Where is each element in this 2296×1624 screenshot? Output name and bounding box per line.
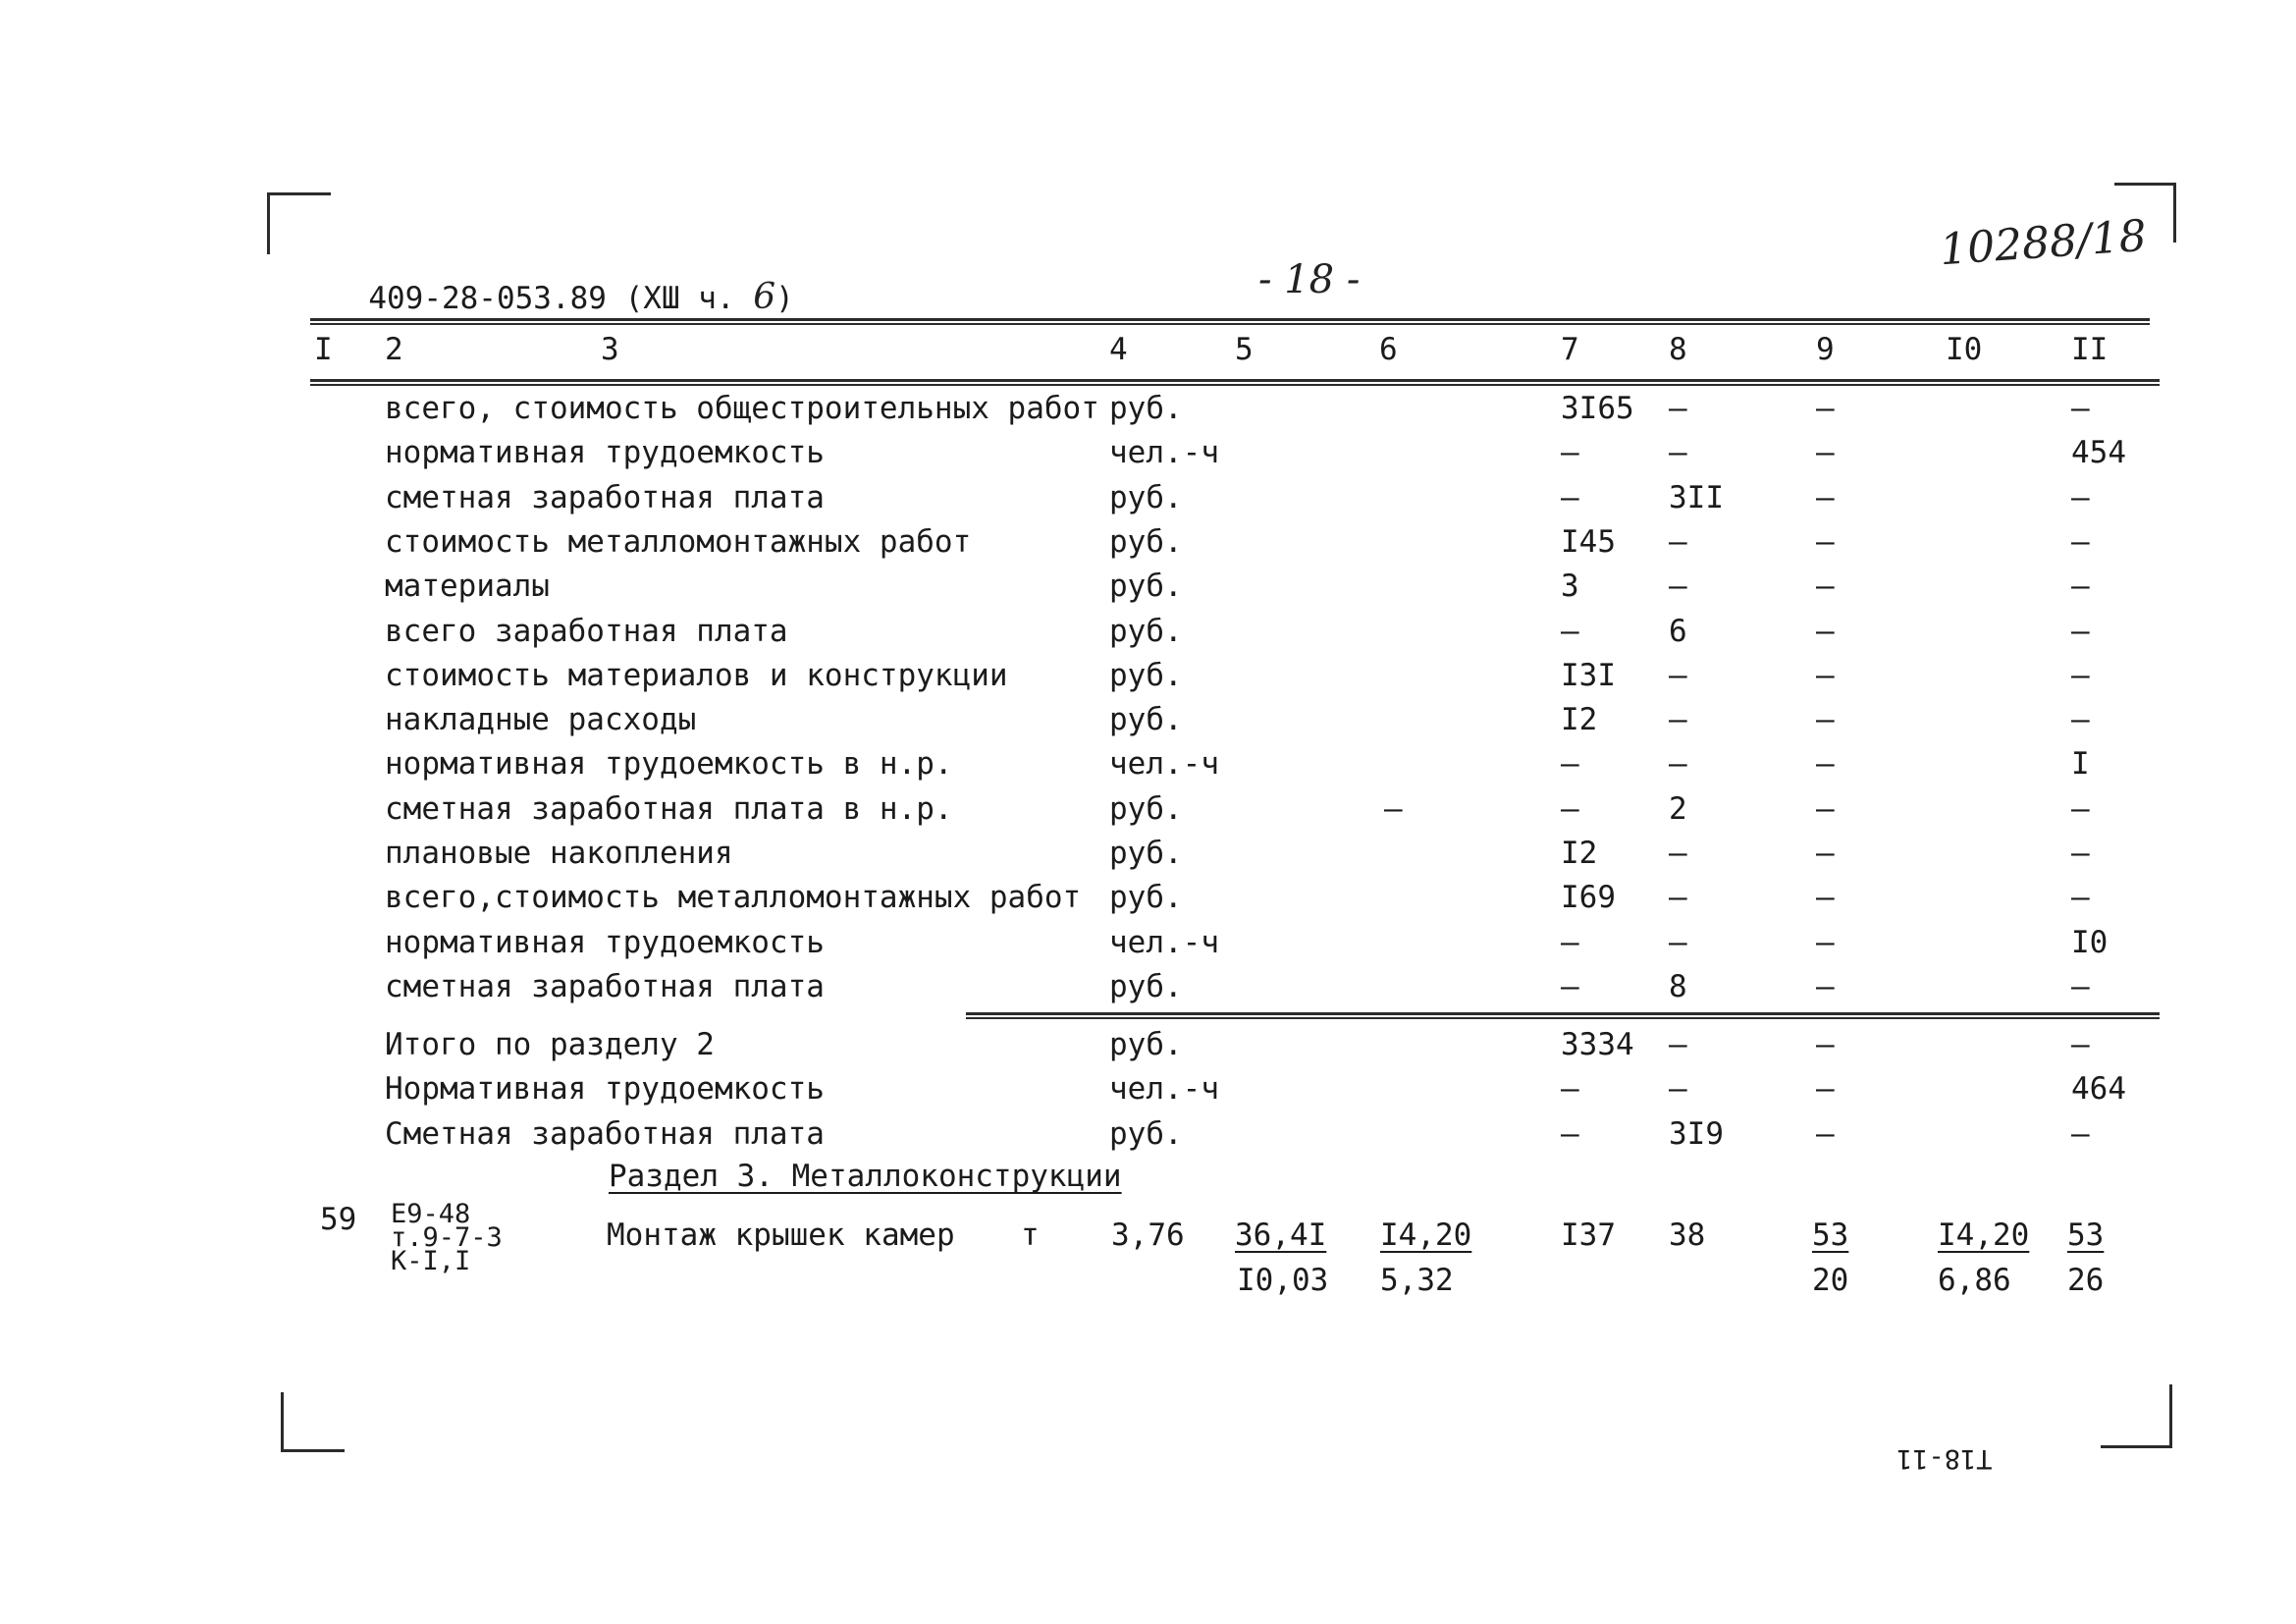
row-unit: руб. bbox=[1109, 968, 1183, 1004]
row-col11: – bbox=[2071, 523, 2090, 560]
row-col7: – bbox=[1561, 924, 1579, 960]
item-work: Монтаж крышек камер bbox=[607, 1218, 955, 1253]
footer-code: Т18-11 bbox=[1896, 1443, 1993, 1474]
row-col11: I0 bbox=[2071, 924, 2109, 960]
row-col9: – bbox=[1816, 924, 1835, 960]
table-row bbox=[0, 925, 2296, 969]
row-unit: руб. bbox=[1109, 1027, 1183, 1062]
row-col8: – bbox=[1669, 391, 1687, 426]
row-col7: – bbox=[1561, 968, 1579, 1004]
item-code-2: т.9-7-3 bbox=[391, 1222, 503, 1253]
row-col7: 3I65 bbox=[1561, 391, 1634, 426]
row-unit: руб. bbox=[1109, 391, 1183, 426]
row-col7: I69 bbox=[1561, 880, 1616, 916]
column-header-row bbox=[0, 332, 2296, 376]
row-name: накладные расходы bbox=[385, 702, 697, 738]
row-name: всего заработная плата bbox=[385, 613, 788, 649]
row-unit: чел.-ч bbox=[1109, 924, 1219, 960]
column-header-5: 5 bbox=[1235, 332, 1254, 367]
row-col9: – bbox=[1816, 613, 1835, 649]
row-col9: – bbox=[1816, 1027, 1835, 1062]
row-name: всего, стоимость общестроительных работ bbox=[385, 391, 1099, 426]
row-col8: – bbox=[1669, 568, 1687, 605]
header-bottom-rule bbox=[310, 379, 2160, 382]
row-col7: – bbox=[1561, 790, 1579, 827]
row-col8: 3II bbox=[1669, 479, 1724, 515]
row-col7: I45 bbox=[1561, 523, 1616, 560]
item-code-3: К-I,I bbox=[391, 1246, 471, 1276]
row-col11: 464 bbox=[2071, 1071, 2126, 1108]
table-row bbox=[0, 746, 2296, 790]
row-unit: руб. bbox=[1109, 568, 1183, 605]
table-row bbox=[0, 836, 2296, 880]
table-row bbox=[0, 435, 2296, 479]
row-col11: I bbox=[2071, 746, 2090, 783]
row-col11: – bbox=[2071, 479, 2090, 515]
header-bottom-rule-2 bbox=[310, 384, 2160, 386]
row-col8: 8 bbox=[1669, 968, 1687, 1004]
table-row bbox=[0, 614, 2296, 658]
row-col8: – bbox=[1669, 435, 1687, 471]
row-unit: руб. bbox=[1109, 657, 1183, 693]
row-col9: – bbox=[1816, 568, 1835, 605]
item-qty: 3,76 bbox=[1111, 1218, 1185, 1253]
row-col11: – bbox=[2071, 1115, 2090, 1152]
table-row bbox=[0, 702, 2296, 746]
row-name: сметная заработная плата bbox=[385, 479, 825, 515]
item-number: 59 bbox=[320, 1202, 357, 1237]
row-col11: – bbox=[2071, 391, 2090, 426]
row-col9: – bbox=[1816, 880, 1835, 916]
table-row bbox=[0, 480, 2296, 524]
column-header-9: 9 bbox=[1816, 332, 1835, 367]
row-col9: – bbox=[1816, 790, 1835, 827]
row-col8: – bbox=[1669, 746, 1687, 783]
row-col8: – bbox=[1669, 836, 1687, 871]
item-c11-bottom: 26 bbox=[2067, 1263, 2105, 1298]
row-unit: чел.-ч bbox=[1109, 746, 1219, 783]
item-c9-bottom: 20 bbox=[1812, 1263, 1849, 1298]
row-col9: – bbox=[1816, 836, 1835, 871]
row-col11: – bbox=[2071, 702, 2090, 738]
row-col9: – bbox=[1816, 968, 1835, 1004]
row-col8: – bbox=[1669, 657, 1687, 693]
row-name: стоимость материалов и конструкции bbox=[385, 657, 1008, 693]
row-name: стоимость металломонтажных работ bbox=[385, 523, 972, 560]
document-code-close: ) bbox=[775, 281, 794, 316]
table-row bbox=[0, 1027, 2296, 1071]
item-c10-bottom: 6,86 bbox=[1938, 1263, 2011, 1298]
row-col11: 454 bbox=[2071, 435, 2126, 471]
row-col11: – bbox=[2071, 836, 2090, 871]
row-col8: – bbox=[1669, 1027, 1687, 1062]
row-col9: – bbox=[1816, 1071, 1835, 1108]
row-unit: руб. bbox=[1109, 836, 1183, 871]
frame-corner-bottom-right bbox=[2101, 1384, 2172, 1448]
row-col7: – bbox=[1561, 435, 1579, 471]
row-col9: – bbox=[1816, 479, 1835, 515]
column-header-7: 7 bbox=[1561, 332, 1579, 367]
column-header-1: I bbox=[314, 332, 333, 367]
frame-corner-bottom-left bbox=[281, 1392, 345, 1452]
item-c5-bottom: I0,03 bbox=[1237, 1263, 1329, 1298]
row-col7: I2 bbox=[1561, 702, 1598, 738]
row-col11: – bbox=[2071, 657, 2090, 693]
table-row bbox=[0, 791, 2296, 836]
row-col11: – bbox=[2071, 613, 2090, 649]
column-header-10: I0 bbox=[1946, 332, 1983, 367]
row-unit: руб. bbox=[1109, 613, 1183, 649]
row-col8: – bbox=[1669, 702, 1687, 738]
table-row bbox=[0, 880, 2296, 924]
item-code-1: Е9-48 bbox=[391, 1199, 471, 1229]
column-header-4: 4 bbox=[1109, 332, 1128, 367]
row-col9: – bbox=[1816, 702, 1835, 738]
row-unit: руб. bbox=[1109, 880, 1183, 916]
row-unit: чел.-ч bbox=[1109, 1071, 1219, 1108]
row-col9: – bbox=[1816, 435, 1835, 471]
row-col6: – bbox=[1384, 790, 1403, 827]
table-row bbox=[0, 391, 2296, 435]
subtotal-rule bbox=[966, 1012, 2160, 1015]
row-col8: 3I9 bbox=[1669, 1115, 1724, 1152]
frame-corner-top-left bbox=[267, 192, 331, 254]
row-name: нормативная трудоемкость bbox=[385, 435, 825, 471]
row-unit: руб. bbox=[1109, 702, 1183, 738]
item-c6-bottom: 5,32 bbox=[1380, 1263, 1454, 1298]
table-top-rule bbox=[310, 318, 2150, 321]
table-row bbox=[0, 524, 2296, 568]
row-col7: – bbox=[1561, 1071, 1579, 1108]
row-col8: – bbox=[1669, 1071, 1687, 1108]
column-header-8: 8 bbox=[1669, 332, 1687, 367]
page-number: - 18 - bbox=[1258, 257, 1361, 302]
row-col8: 6 bbox=[1669, 613, 1687, 649]
row-name: нормативная трудоемкость bbox=[385, 924, 825, 960]
item-c10-top: I4,20 bbox=[1938, 1218, 2030, 1253]
table-row bbox=[0, 1071, 2296, 1115]
row-col7: 3 bbox=[1561, 568, 1579, 605]
column-header-11: II bbox=[2071, 332, 2109, 367]
column-header-6: 6 bbox=[1379, 332, 1398, 367]
row-col8: – bbox=[1669, 924, 1687, 960]
column-header-2: 2 bbox=[385, 332, 403, 367]
row-col9: – bbox=[1816, 391, 1835, 426]
row-col8: 2 bbox=[1669, 790, 1687, 827]
row-name: Нормативная трудоемкость bbox=[385, 1071, 825, 1108]
row-name: сметная заработная плата в н.р. bbox=[385, 790, 953, 827]
row-col11: – bbox=[2071, 790, 2090, 827]
row-unit: чел.-ч bbox=[1109, 435, 1219, 471]
document-code-text: 409-28-053.89 (ХШ ч. bbox=[368, 281, 754, 316]
table-row bbox=[0, 658, 2296, 702]
row-name: Итого по разделу 2 bbox=[385, 1027, 715, 1062]
item-c7: I37 bbox=[1561, 1218, 1616, 1253]
row-col7: – bbox=[1561, 746, 1579, 783]
row-unit: руб. bbox=[1109, 479, 1183, 515]
row-col7: I2 bbox=[1561, 836, 1598, 871]
row-col9: – bbox=[1816, 657, 1835, 693]
row-name: сметная заработная плата bbox=[385, 968, 825, 1004]
column-header-3: 3 bbox=[601, 332, 619, 367]
document-code bbox=[332, 242, 794, 317]
archive-number: 10288/18 bbox=[1938, 210, 2149, 276]
item-c5-top: 36,4I bbox=[1235, 1218, 1327, 1253]
row-col8: – bbox=[1669, 523, 1687, 560]
table-row bbox=[0, 969, 2296, 1013]
item-c9-top: 53 bbox=[1812, 1218, 1849, 1253]
row-name: Сметная заработная плата bbox=[385, 1115, 825, 1152]
row-col7: – bbox=[1561, 613, 1579, 649]
row-col8: – bbox=[1669, 880, 1687, 916]
row-col7: 3334 bbox=[1561, 1027, 1634, 1062]
row-col11: – bbox=[2071, 568, 2090, 605]
row-col11: – bbox=[2071, 1027, 2090, 1062]
row-col9: – bbox=[1816, 523, 1835, 560]
item-c11-top: 53 bbox=[2067, 1218, 2105, 1253]
item-c8: 38 bbox=[1669, 1218, 1706, 1253]
item-c6-top: I4,20 bbox=[1380, 1218, 1472, 1253]
row-col11: – bbox=[2071, 880, 2090, 916]
row-name: нормативная трудоемкость в н.р. bbox=[385, 746, 953, 783]
row-col7: – bbox=[1561, 1115, 1579, 1152]
row-unit: руб. bbox=[1109, 790, 1183, 827]
document-part-handwritten: 6 bbox=[753, 277, 776, 317]
row-col7: – bbox=[1561, 479, 1579, 515]
row-unit: руб. bbox=[1109, 1115, 1183, 1152]
table-row bbox=[0, 1116, 2296, 1161]
row-name: плановые накопления bbox=[385, 836, 733, 871]
table-row bbox=[0, 568, 2296, 613]
row-col11: – bbox=[2071, 968, 2090, 1004]
row-name: всего,стоимость металломонтажных работ bbox=[385, 880, 1082, 916]
section-3-title: Раздел 3. Металлоконструкции bbox=[609, 1159, 1122, 1194]
item-unit: т bbox=[1021, 1218, 1040, 1253]
subtotal-rule-2 bbox=[966, 1017, 2160, 1019]
row-unit: руб. bbox=[1109, 523, 1183, 560]
row-col9: – bbox=[1816, 1115, 1835, 1152]
row-col7: I3I bbox=[1561, 657, 1616, 693]
row-name: материалы bbox=[385, 568, 550, 605]
table-top-rule-2 bbox=[310, 323, 2150, 325]
row-col9: – bbox=[1816, 746, 1835, 783]
